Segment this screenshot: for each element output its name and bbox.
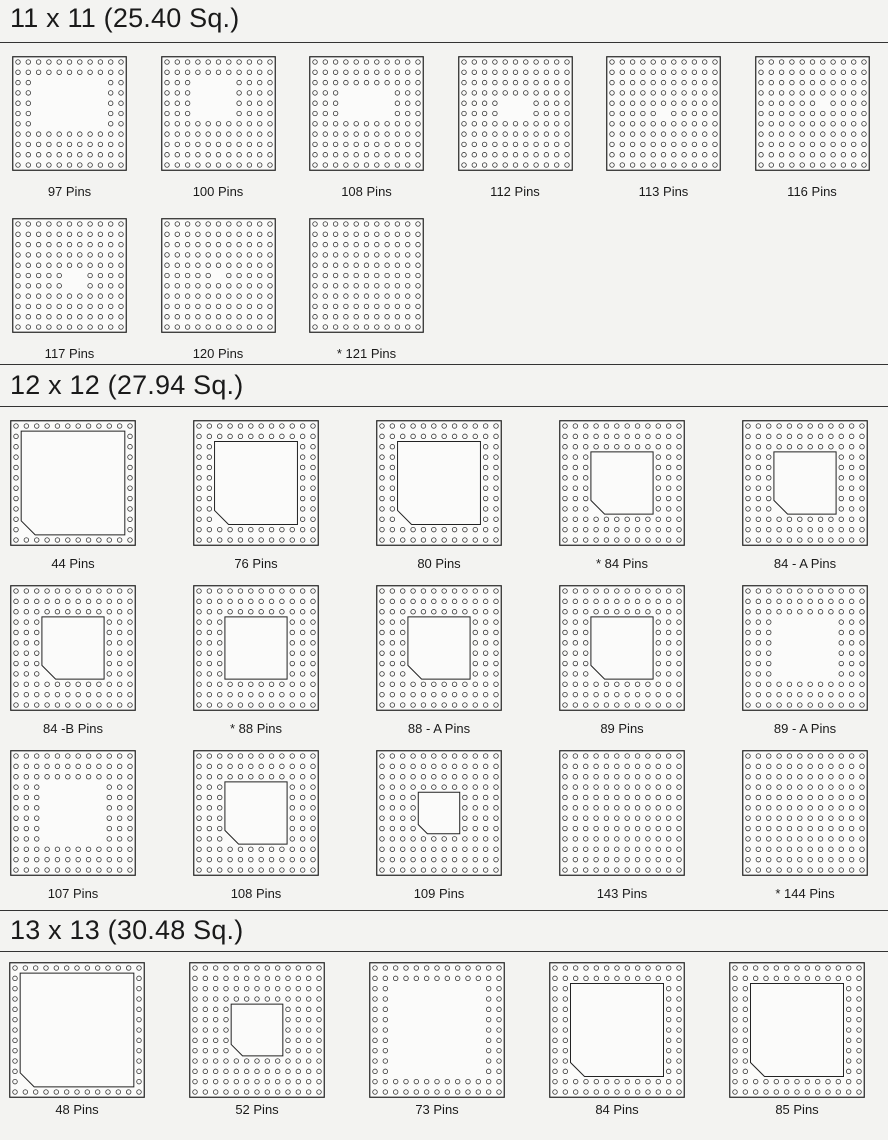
package-diagram (12, 56, 127, 171)
pin-grid-package (10, 420, 136, 546)
package-diagram (559, 750, 685, 876)
package-pin-count-label: 89 Pins (600, 721, 644, 736)
package-outline (743, 421, 868, 546)
pin-grid-package (559, 585, 685, 711)
pin-grid-package (755, 56, 870, 171)
package-pin-count-label: 108 Pins (230, 886, 282, 901)
package-diagram (10, 420, 136, 546)
pin-grid-package (161, 218, 276, 333)
package-diagram (12, 218, 127, 333)
pin-grid-package (458, 56, 573, 171)
package-diagram (559, 420, 685, 546)
package-pin-count-label: 97 Pins (47, 184, 92, 199)
package-outline (377, 586, 502, 711)
section-title-11x11: 11 x 11 (25.40 Sq.) (10, 3, 240, 33)
package-outline (377, 421, 502, 546)
package-diagram (549, 962, 685, 1098)
package-pin-count-label: 52 Pins (235, 1102, 279, 1117)
package-pin-count-label: * 88 Pins (229, 721, 283, 736)
package-diagram (559, 585, 685, 711)
pin-grid-package (161, 56, 276, 171)
package-diagram (742, 750, 868, 876)
pin-grid-package (376, 750, 502, 876)
package-diagram (606, 56, 721, 171)
package-pin-count-label: 143 Pins (596, 886, 648, 901)
section-divider (0, 364, 888, 365)
pin-grid-package (376, 585, 502, 711)
package-diagram (193, 750, 319, 876)
package-diagram (755, 56, 870, 171)
package-pin-count-label: 85 Pins (775, 1102, 819, 1117)
package-pin-count-label: 76 Pins (234, 556, 278, 571)
package-outline (377, 751, 502, 876)
pin-grid-package (309, 218, 424, 333)
package-pin-count-label: 117 Pins (44, 346, 95, 361)
section-title-13x13: 13 x 13 (30.48 Sq.) (10, 915, 244, 945)
package-diagram (742, 585, 868, 711)
pin-grid-package (193, 420, 319, 546)
package-pin-count-label: 84 Pins (595, 1102, 639, 1117)
package-pin-count-label: 100 Pins (192, 184, 244, 199)
pin-grid-package (729, 962, 865, 1098)
pin-grid-package (559, 750, 685, 876)
pin-grid-package (9, 962, 145, 1098)
package-outline (11, 421, 136, 546)
pin-grid-package (559, 420, 685, 546)
package-pin-count-label: * 121 Pins (336, 346, 397, 361)
pin-grid-package (742, 420, 868, 546)
package-diagram (10, 585, 136, 711)
package-diagram (193, 420, 319, 546)
pin-grid-package (549, 962, 685, 1098)
pin-grid-package (309, 56, 424, 171)
package-outline (190, 963, 325, 1098)
package-diagram (729, 962, 865, 1098)
pin-grid-package (12, 218, 127, 333)
pin-grid-package (376, 420, 502, 546)
pin-grid-package (189, 962, 325, 1098)
package-outline (550, 963, 685, 1098)
package-pin-count-label: 116 Pins (787, 184, 837, 199)
package-pin-count-label: 84 -B Pins (43, 721, 103, 736)
package-pin-count-label: 112 Pins (490, 184, 540, 199)
pin-grid-package (193, 585, 319, 711)
package-pin-count-label: 48 Pins (55, 1102, 99, 1117)
package-diagram (376, 585, 502, 711)
package-diagram (161, 56, 276, 171)
package-diagram (376, 750, 502, 876)
package-pin-count-label: 88 - A Pins (407, 721, 471, 736)
package-diagram (161, 218, 276, 333)
package-outline (194, 586, 319, 711)
section-divider (0, 910, 888, 911)
package-diagram (309, 56, 424, 171)
package-outline (10, 963, 145, 1098)
package-pin-count-label: * 84 Pins (595, 556, 649, 571)
pin-grid-package (606, 56, 721, 171)
package-diagram (189, 962, 325, 1098)
package-pin-count-label: 109 Pins (413, 886, 465, 901)
package-outline (370, 963, 505, 1098)
package-diagram (193, 585, 319, 711)
package-outline (743, 751, 868, 876)
package-outline (560, 751, 685, 876)
section-divider (0, 406, 888, 407)
package-pin-count-label: 113 Pins (638, 184, 689, 199)
package-outline (560, 421, 685, 546)
package-outline (194, 421, 319, 546)
pin-grid-package (12, 56, 127, 171)
section-divider (0, 951, 888, 952)
package-pin-count-label: * 144 Pins (775, 886, 835, 901)
package-diagram (10, 750, 136, 876)
package-pin-count-label: 107 Pins (47, 886, 99, 901)
package-outline (11, 586, 136, 711)
package-pin-count-label: 108 Pins (341, 184, 392, 199)
package-pin-count-label: 89 - A Pins (773, 721, 837, 736)
pin-grid-package (742, 750, 868, 876)
pin-grid-package (193, 750, 319, 876)
package-outline (743, 586, 868, 711)
pin-grid-package (742, 585, 868, 711)
package-outline (194, 751, 319, 876)
package-diagram (309, 218, 424, 333)
package-outline (11, 751, 136, 876)
package-pin-count-label: 84 - A Pins (773, 556, 837, 571)
package-diagram (376, 420, 502, 546)
package-outline (560, 586, 685, 711)
package-pin-count-label: 44 Pins (51, 556, 95, 571)
package-diagram (9, 962, 145, 1098)
package-pin-count-label: 120 Pins (192, 346, 244, 361)
package-pin-count-label: 73 Pins (415, 1102, 459, 1117)
package-outline (730, 963, 865, 1098)
pin-grid-package (10, 585, 136, 711)
package-diagram (369, 962, 505, 1098)
pin-grid-package (10, 750, 136, 876)
section-divider (0, 42, 888, 43)
section-title-12x12: 12 x 12 (27.94 Sq.) (10, 370, 244, 400)
package-diagram (458, 56, 573, 171)
package-pin-count-label: 80 Pins (417, 556, 461, 571)
pin-grid-package (369, 962, 505, 1098)
package-diagram (742, 420, 868, 546)
